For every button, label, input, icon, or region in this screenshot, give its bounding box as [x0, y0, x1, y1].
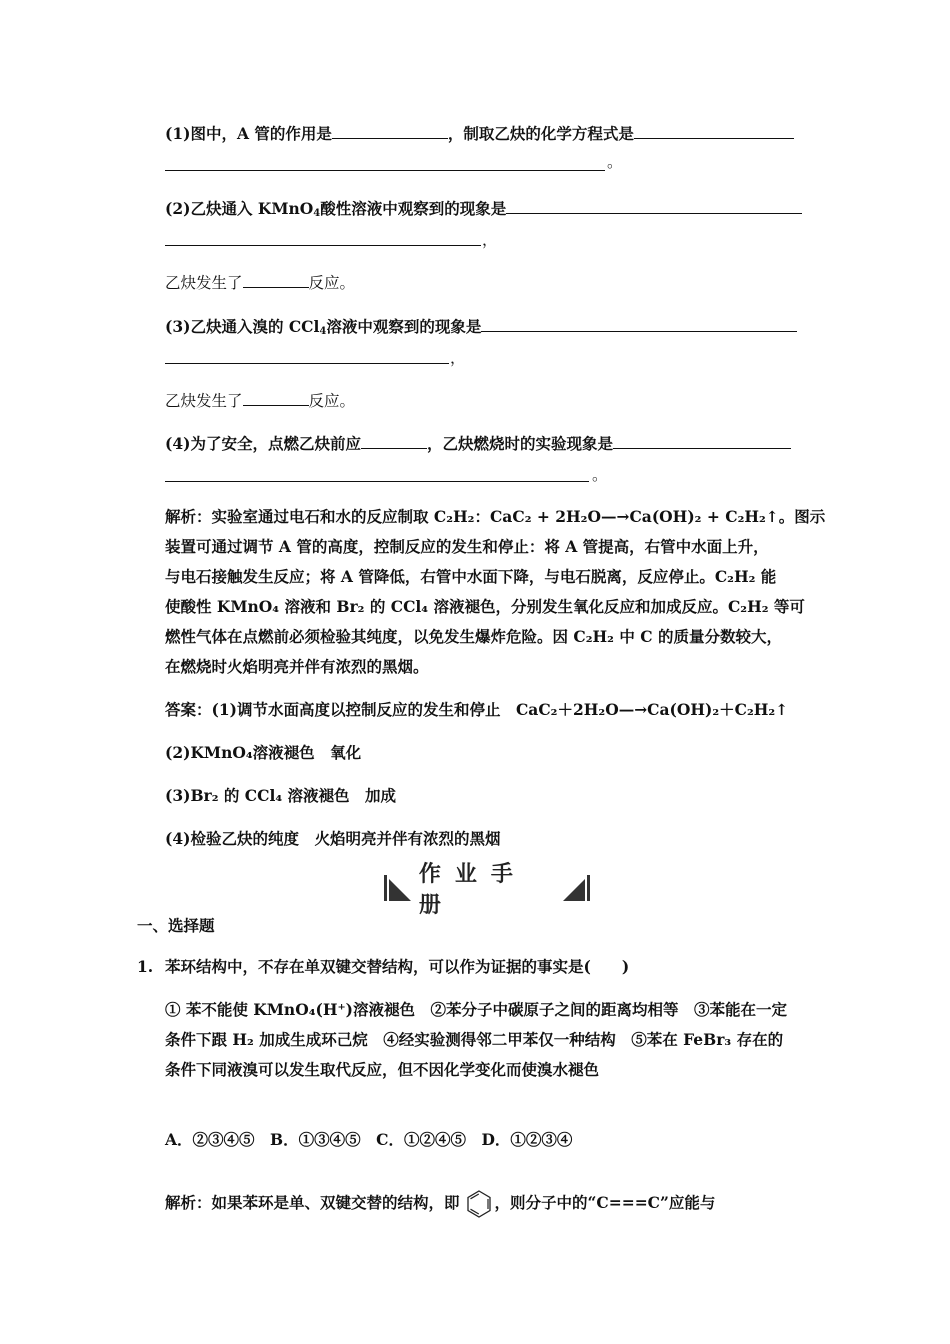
title-triangle-right-icon [563, 879, 585, 901]
q1-blank1[interactable] [332, 123, 448, 139]
section-title [382, 862, 592, 918]
analysis-line-4: 使酸性 KMnO₄ 溶液和 Br₂ 的 CCl₄ 溶液褪色，分别发生氧化反应和加成反应。C₂H₂ 等可 [165, 597, 805, 616]
q3-line3b: 反应。 [308, 392, 356, 410]
q1-line1 [165, 123, 794, 144]
q2-part2: 酸性溶液中观察到的现象是 [320, 199, 507, 218]
title-bar-right [587, 875, 590, 901]
q3-line3 [165, 390, 355, 411]
answer-a1: (1)调节水面高度以控制反应的发生和停止 CaC₂＋2H₂O—→Ca(OH)₂＋C₂H₂↑ [211, 700, 789, 719]
q2-blank3[interactable] [243, 272, 309, 288]
q3-part2: 溶液中观察到的现象是 [326, 317, 482, 336]
analysis-block [165, 502, 826, 682]
q4-blank2[interactable] [613, 433, 791, 449]
q1-blank3[interactable] [165, 169, 605, 171]
analysis-line-2: 装置可通过调节 A 管的高度，控制反应的发生和停止：将 A 管提高，右管中水面上升， [165, 537, 769, 556]
q2-part1: (2)乙炔通入 KMnO [165, 199, 314, 218]
question1-analysis-a: 如果苯环是单、双键交替的结构，即 [211, 1193, 460, 1212]
q4-blank3[interactable] [165, 480, 589, 482]
q4-line1 [165, 433, 791, 454]
title-triangle-left-icon [389, 879, 411, 901]
question1-fact-line-2: 条件下跟 H₂ 加成生成环己烷 ④经实验测得邻二甲苯仅一种结构 ⑤苯在 FeBr₃ 存在的 [165, 1030, 784, 1049]
question1-options: A．②③④⑤ B．①③④⑤ C．①②④⑤ D．①②③④ [165, 1130, 573, 1149]
question1-num: 1. [137, 957, 154, 976]
q3-line1 [165, 316, 797, 342]
q3-blank2[interactable] [165, 362, 449, 364]
question1-analysis-label: 解析： [165, 1193, 212, 1212]
q2-line3a: 乙炔发生了 [165, 274, 243, 292]
q2-blank2[interactable] [165, 244, 481, 246]
q3-line3a: 乙炔发生了 [165, 392, 243, 410]
answer-a2: (2)KMnO₄溶液褪色 氧化 [165, 743, 362, 762]
question1-analysis [165, 1188, 715, 1219]
question1-stem: 苯环结构中，不存在单双键交替结构，可以作为证据的事实是( ) [165, 957, 630, 976]
question1-analysis-b: ，则分子中的“C===C”应能与 [494, 1193, 716, 1212]
q4-end: 。 [592, 466, 608, 484]
part-heading: 一、选择题 [137, 916, 215, 935]
q4-part1: (4)为了安全，点燃乙炔前应 [165, 434, 361, 453]
section-title-text: 作业手册 [418, 862, 527, 918]
question1-facts [165, 995, 815, 1085]
q2-line1 [165, 198, 802, 224]
q4-blank1[interactable] [361, 433, 427, 449]
q4-part2: ，乙炔燃烧时的实验现象是 [426, 434, 613, 453]
q3-end: ， [450, 349, 466, 367]
answer-label: 答案： [165, 700, 212, 719]
q1-part2: ，制取乙炔的化学方程式是 [447, 124, 634, 143]
q2-sub: 4 [313, 208, 321, 219]
analysis-label: 解析： [165, 507, 212, 526]
q2-line3 [165, 272, 355, 293]
q3-blank1[interactable] [481, 316, 797, 332]
answer-a4: (4)检验乙炔的纯度 火焰明亮并伴有浓烈的黑烟 [165, 829, 501, 848]
analysis-line-6: 在燃烧时火焰明亮并伴有浓烈的黑烟。 [165, 657, 429, 676]
answer-line-1 [165, 700, 788, 720]
q2-end: ， [482, 231, 498, 249]
benzene-ring-icon [464, 1189, 494, 1219]
analysis-text-1: 实验室通过电石和水的反应制取 C₂H₂：CaC₂ + 2H₂O—→Ca(OH)₂ + C₂H₂↑。图示 [211, 507, 826, 526]
title-bar-left [384, 875, 387, 901]
q3-blank3[interactable] [243, 390, 309, 406]
q1-part1: (1)图中，A 管的作用是 [165, 124, 332, 143]
q2-blank1[interactable] [506, 198, 802, 214]
q3-sub: 4 [319, 326, 327, 337]
analysis-line-1 [165, 502, 826, 532]
q2-line3b: 反应。 [308, 274, 356, 292]
analysis-line-5: 燃性气体在点燃前必须检验其纯度，以免发生爆炸危险。因 C₂H₂ 中 C 的质量分数较大， [165, 627, 782, 646]
q3-part1: (3)乙炔通入溴的 CCl [165, 317, 320, 336]
answer-a3: (3)Br₂ 的 CCl₄ 溶液褪色 加成 [165, 786, 397, 805]
question1-fact-line-3: 条件下同液溴可以发生取代反应，但不因化学变化而使溴水褪色 [165, 1060, 600, 1079]
q1-blank2[interactable] [634, 123, 794, 139]
q1-end: 。 [607, 153, 623, 171]
question1-fact-line-1: ① 苯不能使 KMnO₄(H⁺)溶液褪色 ②苯分子中碳原子之间的距离均相等 ③苯能在一定 [165, 1000, 787, 1019]
analysis-line-3: 与电石接触发生反应；将 A 管降低，右管中水面下降，与电石脱离，反应停止。C₂H₂ 能 [165, 567, 777, 586]
